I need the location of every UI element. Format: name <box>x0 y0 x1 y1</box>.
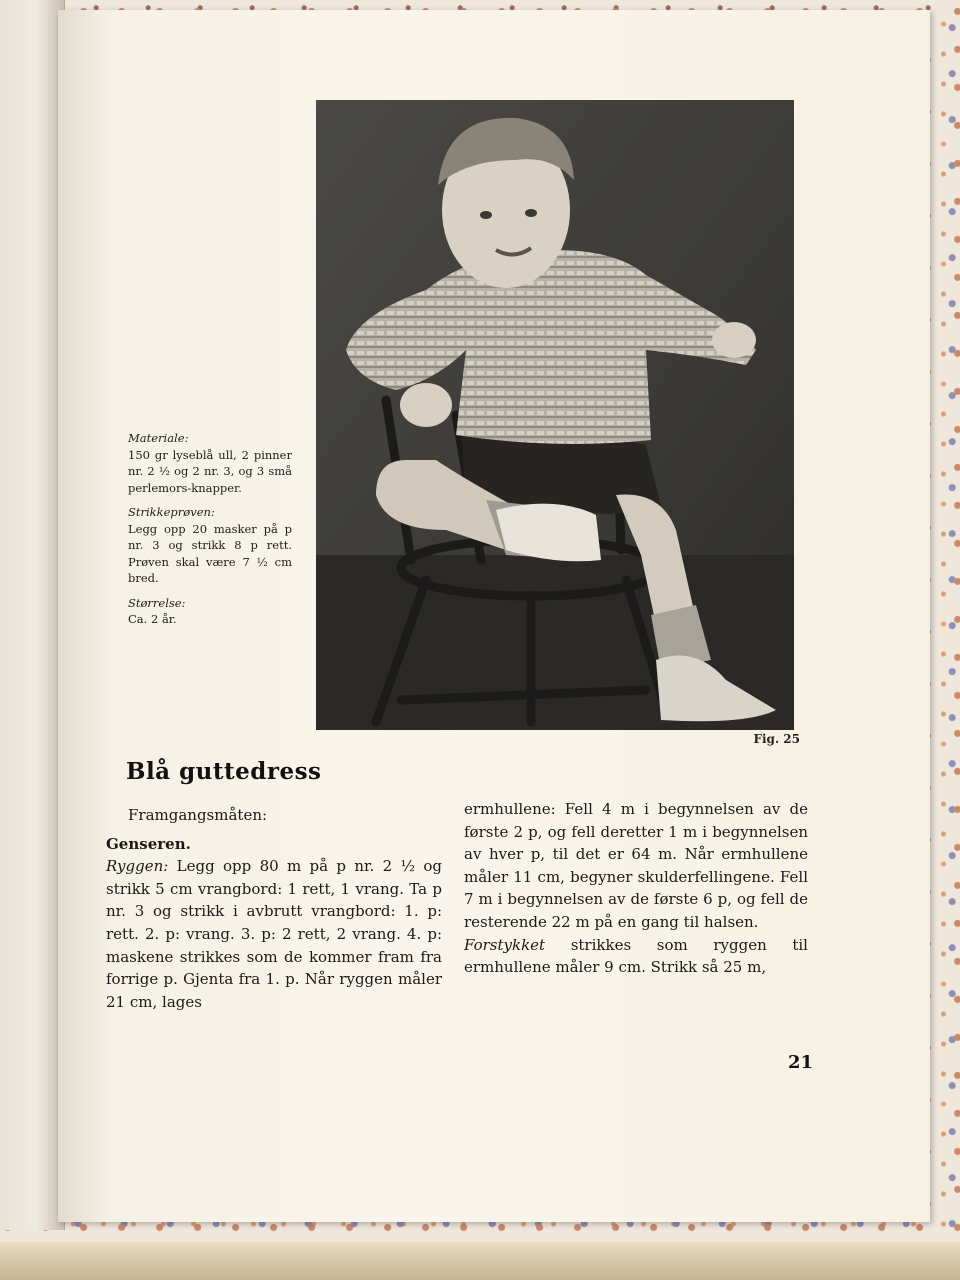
gauge-heading: Strikkeprøven: <box>128 505 215 519</box>
back-lead: Ryggen: <box>106 857 169 876</box>
back-text: Legg opp 80 m på p nr. 2 ½ og strikk 5 cm vrangbord: 1 rett, 1 vrang. Ta p nr. 3 og strikk i avbrutt vrangbord: 1. p: rett. 2. p: vrang. 3. p: 2 rett, 2 vrang. 4. p: maskene strikkes som de kommer fram fra forrige p. Gjenta fra 1. p. Når ryggen måler 21 cm, lages <box>106 857 442 1011</box>
text-column-right <box>464 798 808 979</box>
size-heading: Størrelse: <box>128 595 186 610</box>
page-number: 21 <box>788 1052 814 1073</box>
front-text: strikkes som ryggen til ermhullene måler 9 cm. Strikk så 25 m, <box>464 935 808 977</box>
left-page-edge <box>0 0 65 1230</box>
materials-heading: Materiale: <box>128 431 189 445</box>
section-heading: Genseren. <box>106 834 191 853</box>
size-text: Ca. 2 år. <box>128 612 177 626</box>
article-title: Blå guttedress <box>126 758 322 785</box>
method-label: Framgangsmåten: <box>128 806 268 824</box>
materials-text: 150 gr lyseblå ull, 2 pinner nr. 2 ½ og 2 nr. 3, og 3 små perlemors-knapper. <box>128 447 292 495</box>
materials-sidebar <box>128 430 292 636</box>
child-photo <box>316 100 794 730</box>
figure-caption: Fig. 25 <box>753 732 800 746</box>
front-paragraph <box>464 934 808 979</box>
book-bottom-edge <box>0 1242 960 1280</box>
front-lead: Forstykket <box>464 935 546 954</box>
back-paragraph <box>106 855 442 1013</box>
gauge-text: Legg opp 20 masker på p nr. 3 og strikk 8 p rett. Prøven skal være 7 ½ cm bred. <box>128 521 292 585</box>
armhole-paragraph: ermhullene: Fell 4 m i begynnelsen av de første 2 p, og fell deretter 1 m i begynnelsen av hver p, til det er 64 m. Når ermhullene måler 11 cm, begyner skulderfellingene. Fell 7 m i begynnelsen av de første 6 p, og fell de resterende 22 m på en gang til halsen. <box>464 800 808 931</box>
text-column-left <box>106 804 442 1013</box>
